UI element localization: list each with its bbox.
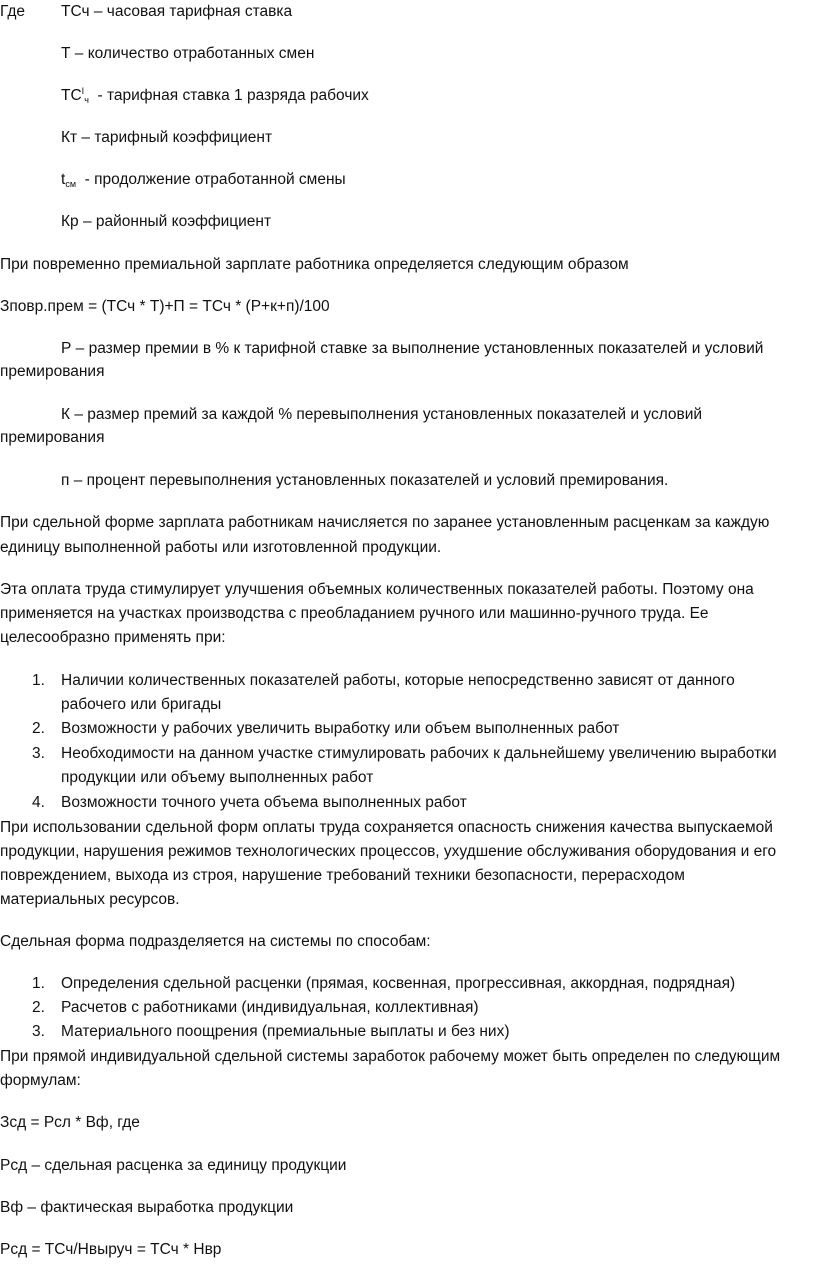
piecework-para1-line2: единицу выполненной работы или изготовленной продукции.: [0, 539, 442, 556]
def-first-grade-symbol: ТС: [61, 87, 82, 104]
def-regional-coef: Кр – районный коэффициент: [61, 213, 272, 230]
condition-2-line1: Возможности у рабочих увеличить выработку или объем выполненных работ: [61, 720, 620, 737]
condition-4-line1: Возможности точного учета объема выполненных работ: [61, 794, 467, 811]
bonus-formula: Зповр.прем = (ТСч * Т)+П = ТСч * (Р+к+п)/100: [0, 298, 330, 315]
direct-line1: При прямой индивидуальной сдельной системы заработок рабочему может быть определен по следующим: [0, 1048, 781, 1065]
direct-line2: формулам:: [0, 1072, 81, 1089]
def-shifts: Т – количество отработанных смен: [61, 45, 315, 62]
condition-1-number: 1.: [32, 672, 45, 689]
condition-3-line2: продукции или объему выполненных работ: [61, 769, 374, 786]
system-1-text: Определения сдельной расценки (прямая, косвенная, прогрессивная, аккордная, подрядная): [61, 975, 736, 992]
def-hourly-rate: ТСч – часовая тарифная ставка: [61, 3, 293, 20]
risk-line3: повреждением, выхода из строя, нарушение требований техники безопасности, перерасходом: [0, 867, 685, 884]
def-shift-sub: см: [65, 179, 76, 189]
k-def-line2: премирования: [0, 429, 105, 446]
def-first-grade-text: - тарифная ставка 1 разряда рабочих: [97, 87, 369, 104]
p-def-line1: Р – размер премии в % к тарифной ставке за выполнение установленных показателей и условий: [61, 340, 764, 357]
system-3-number: 3.: [32, 1023, 45, 1040]
def-shift-text: - продолжение отработанной смены: [84, 171, 346, 188]
formula-rate: Рсд = ТСч/Нвыруч = ТСч * Нвр: [0, 1241, 222, 1258]
def-first-grade-rate: [61, 86, 369, 107]
where-label: Где: [0, 3, 26, 20]
vf-definition: Вф – фактическая выработка продукции: [0, 1199, 294, 1216]
p-def-line2: премирования: [0, 363, 105, 380]
bonus-intro: При повременно премиальной зарплате работника определяется следующим образом: [0, 256, 629, 273]
condition-4-number: 4.: [32, 794, 45, 811]
system-1-number: 1.: [32, 975, 45, 992]
def-first-grade-sup: I: [81, 86, 85, 96]
def-shift-symbol: t: [61, 171, 66, 188]
def-tariff-coef: Кт – тарифный коэффициент: [61, 129, 273, 146]
system-3-text: Материального поощрения (премиальные выплаты и без них): [61, 1023, 510, 1040]
risk-line1: При использовании сдельной форм оплаты труда сохраняется опасность снижения качества выпускаемой: [0, 819, 773, 836]
def-shift-duration: [61, 170, 346, 191]
system-2-text: Расчетов с работниками (индивидуальная, коллективная): [61, 999, 479, 1016]
risk-line4: материальных ресурсов.: [0, 891, 180, 908]
systems-intro: Сдельная форма подразделяется на системы по способам:: [0, 933, 431, 950]
piecework-para1-line1: При сдельной форме зарплата работникам начисляется по заранее установленным расценкам за каждую: [0, 514, 770, 531]
n-def-line: п – процент перевыполнения установленных показателей и условий премирования.: [61, 472, 669, 489]
system-2-number: 2.: [32, 999, 45, 1016]
condition-3-line1: Необходимости на данном участке стимулировать рабочих к дальнейшему увеличению выработки: [61, 745, 777, 762]
k-def-line1: К – размер премий за каждой % перевыполнения установленных показателей и условий: [61, 406, 703, 423]
piecework-para2-line2: применяется на участках производства с преобладанием ручного или машинно-ручного труда. Ее: [0, 605, 709, 622]
rsd-definition: Рсд – сдельная расценка за единицу продукции: [0, 1157, 347, 1174]
condition-2-number: 2.: [32, 720, 45, 737]
risk-line2: продукции, нарушения режимов технологических процессов, ухудшение обслуживания оборудования и его: [0, 843, 777, 860]
condition-1-line1: Наличии количественных показателей работы, которые непосредственно зависят от данного: [61, 672, 735, 689]
formula-earnings: Зсд = Рсл * Вф, где: [0, 1114, 140, 1131]
piecework-para2-line1: Эта оплата труда стимулирует улучшения объемных количественных показателей работы. Поэтому она: [0, 581, 754, 598]
condition-1-line2: рабочего или бригады: [61, 696, 222, 713]
piecework-para2-line3: целесообразно применять при:: [0, 629, 226, 646]
def-first-grade-sub: ч: [84, 95, 89, 105]
condition-3-number: 3.: [32, 745, 45, 762]
